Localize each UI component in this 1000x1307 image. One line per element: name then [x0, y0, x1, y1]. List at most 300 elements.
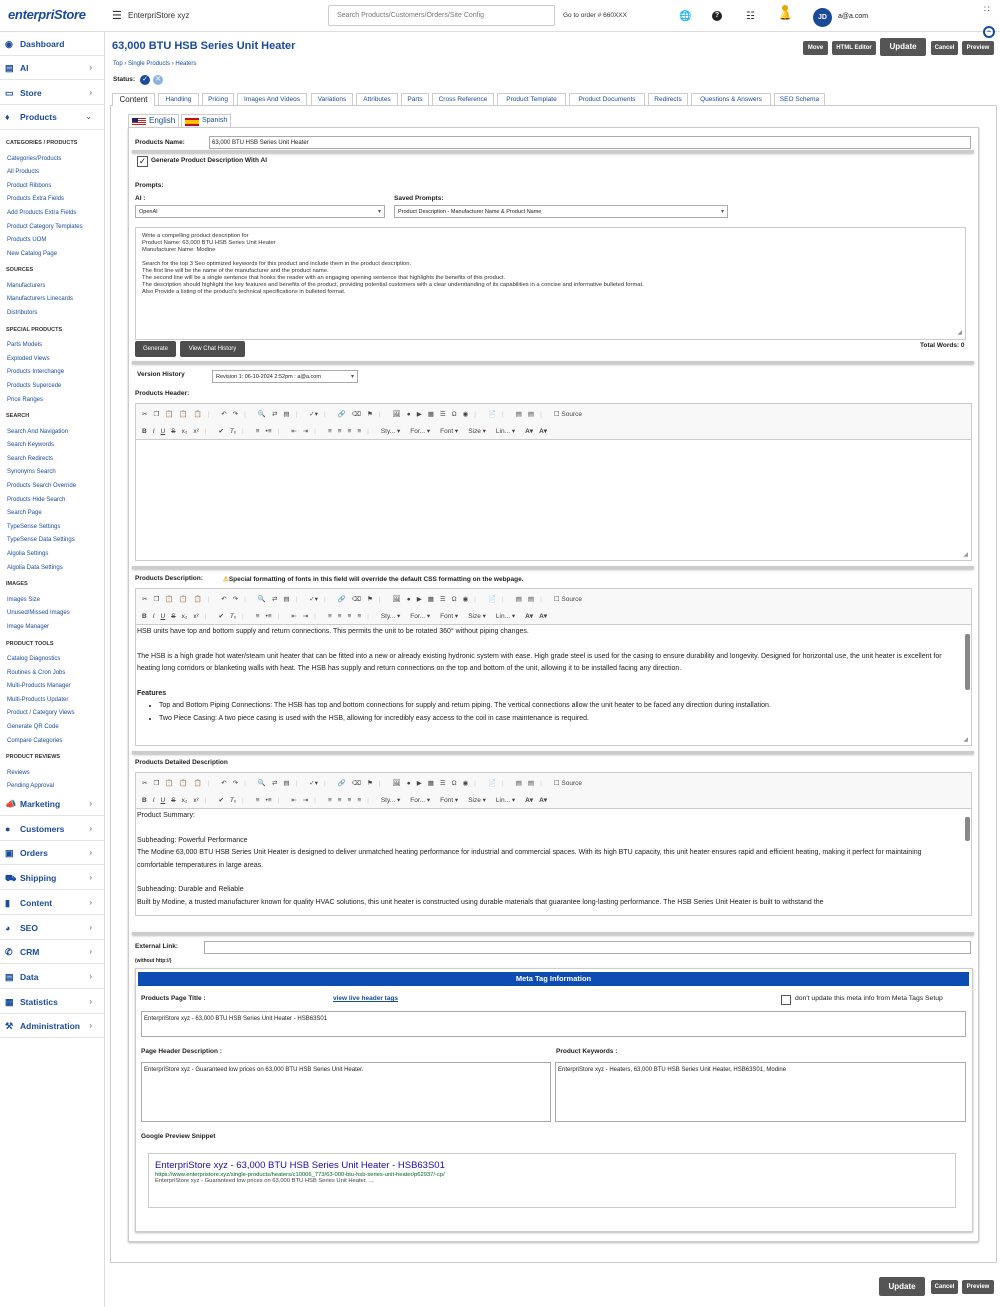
toolbar-button-icon[interactable]: ▤: [527, 780, 535, 787]
toolbar-button-icon[interactable]: Tₓ: [229, 613, 237, 620]
toolbar-format-dropdown[interactable]: For... ▾: [410, 428, 431, 435]
bg-color-icon[interactable]: A▾: [539, 428, 548, 435]
tab-questions-answers[interactable]: Questions & Answers: [691, 93, 771, 105]
tab-redirects[interactable]: Redirects: [648, 93, 688, 105]
toolbar-button-icon[interactable]: 📋: [165, 411, 174, 418]
user-email[interactable]: a@a.com: [838, 13, 869, 20]
toolbar-button-icon[interactable]: ◉: [462, 780, 469, 787]
toolbar-button-icon[interactable]: 🔍: [257, 411, 266, 418]
toolbar-size-dropdown[interactable]: Size ▾: [468, 613, 486, 620]
toolbar-button-icon[interactable]: x²: [193, 613, 199, 620]
toolbar-button-icon[interactable]: ≡: [347, 428, 352, 435]
sidebar-link[interactable]: Multi-Products Manager: [7, 683, 71, 690]
sidebar-link[interactable]: Products Supercede: [7, 382, 62, 389]
toolbar-button-icon[interactable]: ❐: [153, 411, 160, 418]
external-link-input[interactable]: [204, 941, 971, 954]
sidebar-link[interactable]: Search And Navigation: [7, 428, 69, 435]
toolbar-button-icon[interactable]: ▶: [416, 411, 422, 418]
sidebar-link[interactable]: Product Ribbons: [7, 182, 52, 189]
tab-variations[interactable]: Variations: [311, 93, 353, 105]
grid-icon[interactable]: ∷: [984, 4, 990, 14]
sidebar-section-heading: SPECIAL PRODUCTS: [6, 326, 63, 333]
toolbar-button-icon[interactable]: ≡: [337, 428, 342, 435]
resize-handle-icon[interactable]: ◢: [957, 330, 962, 336]
sidebar-link[interactable]: TypeSense Data Settings: [7, 537, 75, 544]
bell-icon[interactable]: 🔔: [779, 10, 792, 21]
sidebar-item-label: Store: [20, 88, 42, 98]
description-body[interactable]: [136, 626, 971, 732]
toolbar-button-icon[interactable]: B: [142, 428, 147, 435]
sidebar-item-orders[interactable]: [0, 841, 104, 865]
products-header-label: Products Header:: [135, 390, 190, 397]
sidebar-link[interactable]: Product Category Templates: [7, 223, 83, 230]
toolbar-button-icon[interactable]: ☰: [439, 411, 446, 418]
toolbar-button-icon[interactable]: ≡: [357, 428, 362, 435]
toolbar-button-icon[interactable]: ✓▾: [309, 596, 318, 603]
logo[interactable]: enterpriStore: [8, 7, 86, 22]
sidebar-item-seo[interactable]: [0, 916, 104, 940]
sidebar-section-heading: SEARCH: [6, 413, 30, 420]
sidebar-item-crm[interactable]: [0, 940, 104, 964]
toolbar-button-icon[interactable]: ⇄: [271, 596, 278, 603]
scrollbar[interactable]: [965, 817, 970, 841]
tab-parts[interactable]: Parts: [401, 93, 429, 105]
toolbar-button-icon[interactable]: I: [152, 613, 155, 620]
tab-pricing[interactable]: Pricing: [202, 93, 234, 105]
sidebar-link[interactable]: Pending Approval: [7, 783, 55, 790]
goto-order-input[interactable]: Go to order # 660XXX: [563, 12, 627, 19]
sidebar-link[interactable]: Add Products Extra Fields: [7, 209, 77, 216]
toolbar-button-icon[interactable]: •≡: [265, 613, 272, 620]
keywords-textarea[interactable]: EnterpriStore xyz - Heaters, 63,000 BTU HSB Series Unit Heater, HSB63S01, Modine: [555, 1062, 966, 1122]
chat-bot-icon[interactable]: ••: [983, 26, 995, 38]
toolbar-format-dropdown[interactable]: For... ▾: [410, 797, 431, 804]
toolbar-font-dropdown[interactable]: Font ▾: [440, 428, 459, 435]
toolbar-button-icon: |: [540, 596, 542, 603]
toolbar-button-icon[interactable]: S: [171, 428, 176, 435]
toolbar-button-icon[interactable]: B: [142, 613, 147, 620]
sidebar-link[interactable]: Product / Category Views: [7, 710, 75, 717]
toolbar-button-icon[interactable]: 🔗: [337, 596, 346, 603]
toolbar-button-icon[interactable]: ⚑: [367, 411, 373, 418]
dont-update-label: don't update this meta info from Meta Tags Setup: [795, 995, 943, 1002]
avatar[interactable]: JD: [813, 8, 832, 27]
header-desc-textarea[interactable]: EnterpriStore xyz - Guaranteed low prices on 63,000 BTU HSB Series Unit Heater.: [141, 1062, 551, 1122]
sidebar-link[interactable]: Products Extra Fields: [7, 196, 65, 203]
toolbar-button-icon[interactable]: 📋: [193, 411, 202, 418]
toolbar-button-icon[interactable]: ≡: [255, 797, 260, 804]
move-button[interactable]: Move: [803, 41, 828, 55]
toolbar-button-icon[interactable]: ⇤: [291, 613, 297, 620]
toolbar-button-icon[interactable]: I: [152, 797, 155, 804]
sidebar-link[interactable]: Synonyms Search: [7, 469, 56, 476]
sidebar-link[interactable]: Exploded Views: [7, 355, 50, 362]
toolbar-button-icon[interactable]: •≡: [265, 428, 272, 435]
toolbar-button-icon[interactable]: x²: [193, 428, 199, 435]
toolbar-button-icon[interactable]: ▦: [427, 596, 434, 603]
toolbar-button-icon[interactable]: ☰: [439, 596, 446, 603]
sidebar-link[interactable]: Products UOM: [7, 237, 47, 244]
toolbar-button-icon[interactable]: 📄: [487, 780, 497, 787]
sidebar-link[interactable]: Search Page: [7, 510, 42, 517]
toolbar-row: [142, 427, 553, 435]
toolbar-line-dropdown[interactable]: Lin... ▾: [495, 428, 516, 435]
text-color-icon[interactable]: A▾: [525, 797, 534, 804]
toolbar-button-icon[interactable]: S: [171, 797, 176, 804]
toolbar-styles-dropdown[interactable]: Sty... ▾: [380, 613, 401, 620]
toolbar-button-icon[interactable]: 📋: [179, 411, 188, 418]
toolbar-styles-dropdown[interactable]: Sty... ▾: [380, 428, 401, 435]
ai-select[interactable]: [135, 205, 385, 218]
toolbar-button-icon[interactable]: ⚑: [367, 596, 373, 603]
tab-product-template[interactable]: Product Template: [497, 93, 566, 105]
toolbar-button-icon[interactable]: ≡: [327, 428, 332, 435]
sidebar-link[interactable]: Search Redirects: [7, 455, 54, 462]
scrollbar[interactable]: [965, 634, 970, 690]
toolbar-button-icon[interactable]: ↷: [232, 780, 239, 787]
sidebar-section-heading: CATEGORIES / PRODUCTS: [6, 140, 78, 146]
toolbar-button-icon[interactable]: 📋: [179, 780, 188, 787]
toolbar-button-icon: |: [378, 596, 381, 603]
source-button[interactable]: ☐ Source: [553, 596, 582, 603]
toolbar-button-icon[interactable]: ✔: [218, 797, 224, 804]
status-inactive-icon[interactable]: ✕: [153, 75, 163, 85]
preview-button[interactable]: Preview: [962, 41, 994, 55]
update-button-bottom[interactable]: Update: [879, 1277, 925, 1296]
toolbar-button-icon[interactable]: ●: [406, 780, 411, 787]
toolbar-button-icon[interactable]: x₂: [181, 797, 188, 804]
toolbar-button-icon[interactable]: ✂: [142, 780, 148, 787]
toolbar-button-icon[interactable]: ✓▾: [309, 780, 318, 787]
toolbar-button-icon: |: [378, 780, 381, 787]
product-name-input[interactable]: 63,000 BTU HSB Series Unit Heater: [209, 136, 971, 149]
sidebar-item-products[interactable]: [0, 105, 104, 130]
sidebar-item-store[interactable]: [0, 81, 104, 105]
sidebar-item-label: Statistics: [20, 996, 58, 1007]
sidebar-link[interactable]: Products Interchange: [7, 369, 65, 376]
toolbar-button-icon[interactable]: I: [152, 428, 155, 435]
products-detailed-editor[interactable]: [135, 772, 972, 916]
toolbar-button-icon[interactable]: ≡: [347, 797, 352, 804]
toolbar-font-dropdown[interactable]: Font ▾: [440, 797, 459, 804]
sidebar-link[interactable]: All Products: [7, 169, 40, 176]
toolbar-button-icon[interactable]: 📋: [193, 596, 202, 603]
toolbar-button-icon[interactable]: ▦: [427, 411, 434, 418]
cancel-button[interactable]: Cancel: [931, 41, 958, 55]
toolbar-button-icon[interactable]: 📋: [165, 780, 174, 787]
toolbar-button-icon[interactable]: 🔍: [257, 780, 266, 787]
header-body[interactable]: [136, 441, 971, 560]
sitemap-icon[interactable]: ☷: [746, 11, 755, 22]
dont-update-checkbox[interactable]: [781, 995, 791, 1005]
divider: [132, 566, 974, 569]
toolbar-button-icon[interactable]: ✓▾: [309, 411, 318, 418]
toolbar-button-icon: |: [474, 411, 476, 418]
bg-color-icon[interactable]: A▾: [539, 613, 548, 620]
toolbar-button-icon[interactable]: ≡: [337, 797, 342, 804]
sidebar-item-label: Orders: [20, 848, 48, 859]
toolbar-size-dropdown[interactable]: Size ▾: [468, 428, 486, 435]
toolbar-button-icon[interactable]: ⇥: [302, 613, 309, 620]
toolbar-button-icon[interactable]: ≡: [255, 613, 260, 620]
source-button[interactable]: ☐ Source: [553, 780, 582, 787]
globe-icon[interactable]: 🌐: [679, 11, 692, 22]
toolbar-button-icon[interactable]: ▤: [515, 411, 522, 418]
resize-handle-icon[interactable]: ◢: [963, 552, 968, 558]
sidebar-link[interactable]: Images Size: [7, 596, 41, 603]
toolbar-button-icon[interactable]: ◉: [462, 411, 469, 418]
toolbar-button-icon[interactable]: U: [160, 613, 166, 620]
cancel-button-bottom[interactable]: Cancel: [931, 1280, 958, 1294]
toolbar-size-dropdown[interactable]: Size ▾: [468, 797, 486, 804]
chevron-right-icon: ›: [89, 1021, 92, 1031]
saved-prompts-value: Product Description - Manufacturer Name & Product Name: [398, 209, 542, 215]
toolbar-button-icon[interactable]: ▤: [283, 780, 290, 787]
features-heading: Features: [137, 689, 167, 697]
toolbar-button-icon[interactable]: ✔: [218, 613, 224, 620]
sidebar-link[interactable]: Algolia Data Settings: [7, 564, 63, 571]
toolbar-button-icon[interactable]: ↶: [221, 411, 227, 418]
sidebar-link[interactable]: Compare Categories: [7, 737, 63, 744]
update-button[interactable]: Update: [880, 38, 926, 56]
sidebar-item-label: Content: [20, 897, 53, 908]
status-active-icon[interactable]: ✓: [140, 75, 150, 85]
menu-icon[interactable]: ☰: [112, 10, 122, 22]
global-search-input[interactable]: Search Products/Customers/Orders/Site Config: [328, 5, 555, 26]
toolbar-button-icon[interactable]: ▤: [527, 596, 535, 603]
tab-images-and-videos[interactable]: Images And Videos: [237, 93, 307, 105]
sidebar-link[interactable]: Catalog Diagnostics: [7, 656, 61, 662]
toolbar-button-icon[interactable]: ❐: [153, 780, 160, 787]
sidebar-item-data[interactable]: [0, 965, 104, 989]
toolbar-button-icon[interactable]: Ω: [451, 411, 457, 418]
source-button[interactable]: ☐ Source: [553, 411, 582, 418]
toolbar-button-icon[interactable]: ≡: [255, 428, 260, 435]
toolbar-button-icon[interactable]: 📄: [487, 596, 497, 603]
editor-toolbar: [136, 589, 971, 625]
toolbar-button-icon[interactable]: ❐: [153, 596, 160, 603]
tab-product-documents[interactable]: Product Documents: [569, 93, 645, 105]
toolbar-button-icon[interactable]: x₂: [181, 613, 188, 620]
toolbar-button-icon[interactable]: 📋: [165, 596, 174, 603]
toolbar-button-icon[interactable]: x²: [193, 797, 199, 804]
sidebar-link[interactable]: Algolia Settings: [7, 551, 49, 557]
detailed-body[interactable]: [136, 810, 971, 914]
sidebar-link[interactable]: Unused/Missed Images: [7, 610, 70, 617]
version-history-select[interactable]: [212, 370, 358, 383]
generate-button[interactable]: Generate: [135, 341, 176, 357]
toolbar-button-icon[interactable]: x₂: [181, 428, 188, 435]
toolbar-button-icon[interactable]: B: [142, 797, 147, 804]
view-live-header-link[interactable]: view live header tags: [333, 995, 399, 1002]
sidebar-link[interactable]: Products Hide Search: [7, 496, 66, 503]
chevron-down-icon: ⌄: [85, 112, 92, 121]
toolbar-button-icon: |: [295, 780, 298, 787]
toolbar-button-icon[interactable]: ▤: [515, 780, 522, 787]
toolbar-button-icon[interactable]: ●: [406, 411, 411, 418]
toolbar-button-icon[interactable]: ▦: [427, 780, 434, 787]
toolbar-line-dropdown[interactable]: Lin... ▾: [495, 613, 516, 620]
toolbar-button-icon[interactable]: ⇤: [291, 428, 297, 435]
breadcrumb[interactable]: Top › Single Products › Heaters: [113, 61, 197, 67]
toolbar-button-icon[interactable]: ≡: [357, 613, 362, 620]
prompt-textarea[interactable]: [135, 227, 966, 340]
toolbar-button-icon[interactable]: ≡: [357, 797, 362, 804]
toolbar-button-icon[interactable]: 📋: [179, 596, 188, 603]
toolbar-button-icon[interactable]: Tₓ: [229, 428, 237, 435]
sidebar-link[interactable]: Search Keywords: [7, 442, 55, 449]
toolbar-button-icon[interactable]: Ω: [451, 596, 457, 603]
sidebar-link[interactable]: Manufacturers Linecards: [7, 296, 74, 303]
toolbar-button-icon[interactable]: ⚑: [367, 780, 373, 787]
toolbar-button-icon: |: [207, 780, 210, 787]
sidebar-item-administration[interactable]: [0, 1014, 104, 1038]
status-label: Status:: [113, 76, 136, 83]
help-icon[interactable]: ?: [712, 11, 722, 21]
toolbar-button-icon[interactable]: ↶: [221, 596, 227, 603]
text-color-icon[interactable]: A▾: [525, 428, 534, 435]
toolbar-button-icon[interactable]: ⇤: [291, 797, 297, 804]
text-color-icon[interactable]: A▾: [525, 613, 534, 620]
toolbar-button-icon[interactable]: Tₓ: [229, 797, 237, 804]
toolbar-button-icon[interactable]: ↶: [221, 780, 227, 787]
toolbar-button-icon: |: [502, 780, 504, 787]
folder-icon: ▮: [5, 897, 10, 908]
toolbar-button-icon[interactable]: ⇄: [271, 411, 278, 418]
tab-seo-schema[interactable]: SEO Schema: [774, 93, 825, 105]
toolbar-button-icon[interactable]: U: [160, 428, 166, 435]
toolbar-button-icon: |: [242, 428, 244, 435]
toolbar-button-icon[interactable]: ▤: [283, 411, 290, 418]
tab-attributes[interactable]: Attributes: [356, 93, 398, 105]
products-header-editor[interactable]: [135, 403, 972, 561]
sidebar-item-dashboard[interactable]: [0, 32, 104, 56]
toolbar-button-icon[interactable]: ⌫: [351, 596, 361, 603]
toolbar-button-icon[interactable]: ✂: [142, 411, 148, 418]
sidebar-link[interactable]: Reviews: [7, 769, 30, 776]
toolbar-styles-dropdown[interactable]: Sty... ▾: [380, 797, 401, 804]
sidebar-link[interactable]: Distributors: [7, 310, 38, 316]
html-editor-button[interactable]: HTML Editor: [832, 41, 876, 55]
toolbar-button-icon[interactable]: ≡: [327, 797, 332, 804]
tab-english[interactable]: [128, 114, 179, 127]
toolbar-button-icon[interactable]: S: [171, 613, 176, 620]
sidebar-link[interactable]: Multi-Products Updater: [7, 696, 69, 703]
sidebar-item-marketing[interactable]: [0, 792, 104, 816]
sidebar-item-ai[interactable]: [0, 56, 104, 80]
toolbar-button-icon[interactable]: U: [160, 797, 166, 804]
toolbar-button-icon[interactable]: ●: [406, 596, 411, 603]
toolbar-button-icon[interactable]: ≡: [347, 613, 352, 620]
resize-handle-icon[interactable]: ◢: [963, 737, 968, 743]
toolbar-button-icon[interactable]: ◉: [462, 596, 469, 603]
toolbar-button-icon[interactable]: •≡: [265, 797, 272, 804]
detailed-line: Subheading: Durable and Reliable: [137, 886, 244, 893]
toolbar-button-icon[interactable]: 🖼: [392, 780, 401, 787]
toolbar-button-icon: |: [540, 780, 542, 787]
database-icon: ▤: [5, 971, 14, 982]
toolbar-button-icon[interactable]: ▤: [515, 596, 522, 603]
prompt-line: Also Provide a listing of the product's technical specifications in bulleted format.: [142, 289, 346, 295]
products-description-editor[interactable]: [135, 588, 972, 746]
toolbar-button-icon[interactable]: 🖼: [392, 596, 401, 603]
spain-flag-icon: [185, 118, 199, 126]
toolbar-button-icon[interactable]: 🔍: [257, 596, 266, 603]
toolbar-button-icon[interactable]: ▶: [416, 596, 422, 603]
sidebar-item-customers[interactable]: [0, 817, 104, 841]
view-chat-history-button[interactable]: View Chat History: [180, 341, 245, 357]
toolbar-format-dropdown[interactable]: For... ▾: [410, 613, 431, 620]
toolbar-button-icon[interactable]: Ω: [451, 780, 457, 787]
keywords-label: Product Keywords :: [556, 1048, 618, 1055]
sidebar-link[interactable]: Parts Models: [7, 342, 43, 349]
toolbar-button-icon[interactable]: ⇥: [302, 428, 309, 435]
sidebar-link[interactable]: TypeSense Settings: [7, 523, 61, 530]
toolbar-button-icon[interactable]: ↷: [232, 596, 239, 603]
toolbar-button-icon[interactable]: ▤: [283, 596, 290, 603]
bg-color-icon[interactable]: A▾: [539, 797, 548, 804]
tab-spanish-label: Spanish: [202, 117, 228, 124]
sidebar-item-label: AI: [20, 63, 29, 73]
sidebar-link[interactable]: Image Manager: [7, 623, 50, 630]
saved-prompts-select[interactable]: [394, 205, 728, 218]
toolbar-button-icon[interactable]: 🔗: [337, 780, 346, 787]
version-history-label: Version History: [137, 371, 185, 378]
tab-spanish[interactable]: [181, 114, 231, 127]
generate-ai-checkbox[interactable]: ✓: [138, 156, 147, 166]
sidebar-link[interactable]: New Catalog Page: [7, 250, 58, 257]
toolbar-button-icon[interactable]: ⌫: [351, 411, 361, 418]
sidebar-item-shipping[interactable]: [0, 866, 104, 890]
toolbar-button-icon: |: [324, 411, 326, 418]
toolbar-button-icon[interactable]: ☰: [439, 780, 446, 787]
chevron-right-icon: ›: [89, 63, 92, 72]
sidebar-link[interactable]: Categories/Products: [7, 155, 62, 162]
toolbar-button-icon[interactable]: ⇥: [302, 797, 309, 804]
sidebar-link[interactable]: Manufacturers: [7, 282, 46, 289]
toolbar-button-icon: |: [207, 596, 210, 603]
toolbar-button-icon[interactable]: 📄: [487, 411, 497, 418]
chevron-down-icon: ▾: [720, 209, 724, 215]
toolbar-button-icon[interactable]: ≡: [327, 613, 332, 620]
sidebar-item-content[interactable]: [0, 891, 104, 915]
sidebar-link[interactable]: Products Search Override: [7, 483, 77, 489]
toolbar-button-icon[interactable]: 🖼: [392, 411, 401, 418]
toolbar-button-icon[interactable]: ▤: [527, 411, 535, 418]
toolbar-button-icon[interactable]: ✂: [142, 596, 148, 603]
page-title-input[interactable]: EnterpriStore xyz - 63,000 BTU HSB Series Unit Heater - HSB63S01: [141, 1011, 966, 1037]
preview-button-bottom[interactable]: Preview: [962, 1280, 994, 1294]
sidebar-link[interactable]: Generate QR Code: [7, 724, 59, 730]
toolbar-button-icon[interactable]: ✔: [218, 428, 224, 435]
toolbar-button-icon[interactable]: 🔗: [337, 411, 346, 418]
toolbar-button-icon[interactable]: ⌫: [351, 780, 361, 787]
toolbar-font-dropdown[interactable]: Font ▾: [440, 613, 459, 620]
toolbar-button-icon[interactable]: ▶: [416, 780, 422, 787]
tab-cross-reference[interactable]: Cross Reference: [432, 93, 494, 105]
toolbar-line-dropdown[interactable]: Lin... ▾: [495, 797, 516, 804]
tab-handling[interactable]: Handling: [158, 93, 199, 105]
sidebar-link[interactable]: Price Ranges: [7, 396, 44, 403]
sidebar-item-statistics[interactable]: [0, 990, 104, 1014]
google-preview-url: https://www.enterpristore.xyz/single-products/heaters/c10006_773/63-000-btu-hsb-series-unit-heater/p62937/-cp/: [155, 1172, 445, 1178]
toolbar-button-icon[interactable]: ↷: [232, 411, 239, 418]
toolbar-button-icon[interactable]: ⇄: [271, 780, 278, 787]
sidebar-link[interactable]: Routines & Cron Jobs: [7, 669, 66, 676]
toolbar-button-icon[interactable]: ≡: [337, 613, 342, 620]
toolbar-button-icon[interactable]: 📋: [193, 780, 202, 787]
tab-content[interactable]: Content: [112, 93, 155, 106]
